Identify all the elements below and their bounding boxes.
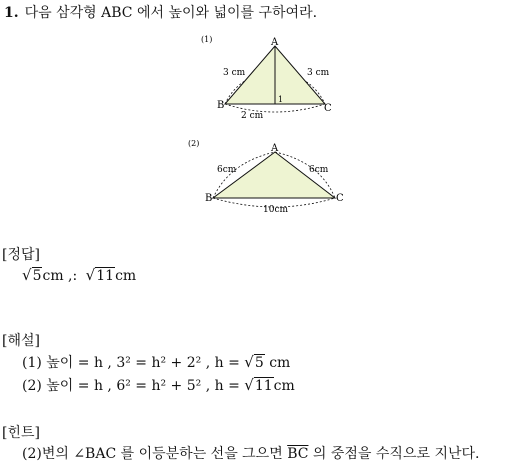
explanation-line-2 [22,375,295,395]
vertex-b-1: B [217,100,225,111]
answer-line [22,266,136,284]
segment-bc: $\overline{BC}$ [287,446,309,462]
radical-11: √11 [85,266,115,284]
explanation-1-radical: √5 [244,353,264,371]
explanation-line-1 [22,352,290,372]
hint-header: [힌트] [2,425,40,441]
vertex-a-2: A [271,143,279,154]
question-number: 1. [4,5,19,21]
explanation-2-text: (2) 높이 = h , 6² = h² + 5² , h = [22,378,245,394]
explanation-header: [해설] [2,333,40,349]
explanation-2-radicand: 11 [254,378,273,394]
explanation-2-radical: √11 [244,376,273,394]
base-part-label-1: 2 cm [241,111,264,120]
vertex-c-1: C [324,103,332,114]
explanation-1-text: (1) 높이 = h , 3² = h² + 2² , h = [22,355,245,371]
question [4,2,317,22]
vertex-a-1: A [271,37,279,48]
triangle-2 [213,152,335,198]
answer-unit-2: cm [115,268,137,284]
side-ab-label-1: 3 cm [223,68,246,78]
question-text: 다음 삼각형 ABC 에서 높이와 넓이를 구하여라. [24,5,318,21]
hint-text: (2)변의 ∠BAC 를 이등분하는 선을 그으면 [22,446,288,462]
radical-5: √5 [22,266,42,284]
vertex-b-2: B [205,193,213,204]
figure-1 [195,30,345,120]
side-ac-label-1: 3 cm [307,68,330,78]
radicand-11: 11 [96,268,115,284]
side-ab-label-2: 6cm [217,165,237,175]
vertex-c-2: C [336,193,344,204]
arc-bottom-1 [225,104,325,112]
figure-1-label: (1) [201,35,213,44]
hint-line [22,443,479,463]
explanation-1-unit: cm [264,355,291,371]
base-label-2: 10cm [263,205,289,215]
figure-2-label: (2) [188,140,200,148]
answer-unit-1: cm ,: [42,268,78,284]
answer-header: [정답] [2,247,40,263]
explanation-1-radicand: 5 [254,355,264,371]
hint-suffix: 의 중점을 수직으로 지난다. [308,446,480,462]
explanation-2-unit: cm [273,378,295,394]
height-mark-1: 1 [278,95,284,104]
radicand-5: 5 [32,268,42,284]
side-ac-label-2: 6cm [309,165,329,175]
figure-2 [185,140,355,220]
